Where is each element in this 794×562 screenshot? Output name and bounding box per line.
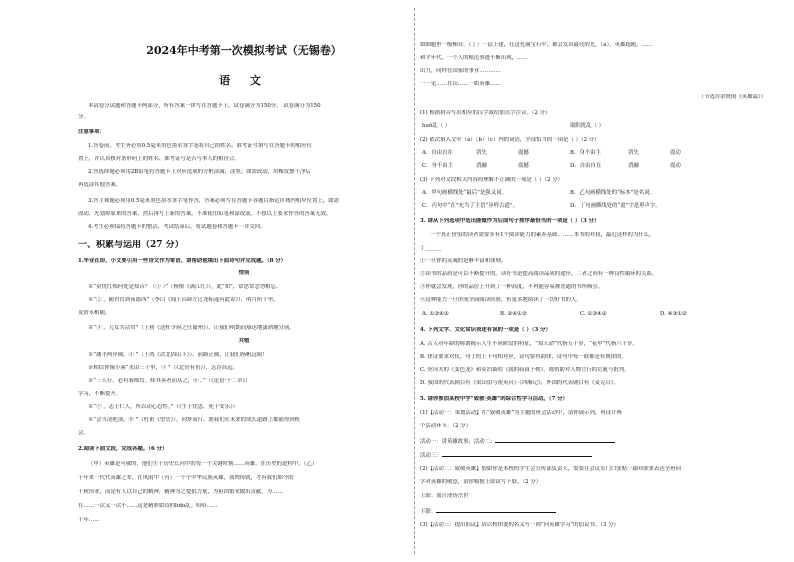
question-line: (3) 下列对文段相关内容的理解不正确的一项是（ ）（2 分） — [420, 177, 563, 183]
passage-line: 一个真正价值的读者需要多有1个阅读能力的素养基础，……本书的对我，最近这样的为什么， — [430, 232, 655, 238]
answer-cell: 取阳扰乱（ ） — [570, 123, 605, 129]
notice-line: 再选涂其他答案。 — [78, 182, 122, 188]
option: A．甲句画横线处“最后”是强又词。 — [422, 190, 507, 196]
question-line: 学习，不断提升。 — [78, 391, 122, 397]
option: A. 古人对年龄的称谓揭示人生不同阶段的特征，“知天命”代指五十岁，“花甲”代指六十岁。 — [420, 341, 638, 347]
left-column — [78, 0, 410, 562]
option: C. ①③④② — [580, 311, 607, 317]
answer-label: 活动三： — [420, 453, 442, 459]
question-title: 3. 请从下列选项中选出能做作为后面句子排序最恰当的一项是（ ）（3 分） — [420, 218, 600, 224]
passage-line: 千年来一代代英雄之辈，在风雨中（丙）一个个中华民族英雄，血肉铸就，才有我们如今的 — [78, 475, 294, 481]
passage-line: 和平年代，一个人的模范事迹不断出现，…… — [420, 55, 528, 61]
option-row — [420, 150, 766, 157]
option: 消失 — [628, 150, 639, 156]
question-line: (3)【活动三：提出倡议】请以校团委的名义写一则“向英雄学习”的倡议书。（3 分） — [420, 522, 619, 528]
subheading: 惜别 — [238, 270, 250, 276]
answer-label: 下联： — [420, 509, 437, 515]
answer-blank[interactable] — [495, 437, 615, 443]
question-line: (1)【活动一：策划活动】在“致敬英雄”为主题的班会活动中，请你展示列，再设计两 — [420, 410, 622, 416]
option: 消融 — [476, 163, 487, 169]
question-line: ※“莫忧红烛何处是知音？（① ）”（杨慎《满江红》），此“知”，常思常念勿相忘。 — [88, 284, 282, 290]
answer-blank[interactable] — [442, 451, 592, 457]
question-title: 5. 请你参加某校中学“致敬·英雄”的综合性学习活动。（7 分） — [420, 396, 568, 402]
option: 震撼 — [518, 150, 529, 156]
notice-title: 注意事项： — [78, 129, 105, 135]
option: D．自由自在 — [570, 163, 602, 169]
question-title: 4. 下列文学、文化常识表述有误的一项是（ ）（3 分） — [420, 327, 551, 333]
subject-title: 语 文 — [219, 74, 269, 87]
question-line: (1) 根据拼音写出相应的汉字或给加点字注音。（2 分） — [420, 110, 551, 116]
option: 震撼 — [518, 163, 529, 169]
option: A．自由自在 — [422, 150, 453, 156]
option: A. ①③④② — [422, 311, 449, 317]
option-row — [420, 203, 766, 210]
option: D. ④③①② — [660, 311, 687, 317]
question-line: ※“三人行，必有我师焉。择其善者而从之，⑥ 。”（《论语·十二章》） — [88, 378, 251, 384]
sentence-item: ④这种能力一旦形成全面阅读经验，但更多地阅读了一切好书的人。 — [420, 297, 582, 303]
passage-line: 一一见……在山……一如英雄…… — [420, 81, 501, 87]
sentence-item: ②读书的品质是可以不断提升的。读好书是提高阅读品质的途径，二者之间有一种良性循环的关系。 — [420, 271, 658, 277]
option: C. 契诃夫的《变色龙》和莫泊桑的《我的叔叔于勒》，都借助对人物言行的荒诞与批判。 — [420, 367, 630, 373]
notice-line: 1.答卷前，考生务必用0.5毫米黑色墨水签字笔将自己的姓名、准考证号填写在答题卡的相应位 — [88, 143, 312, 149]
notice-line: 改动，先划掉原来的答案，然后再写上新的答案。不准使用铅笔和涂改液。不按以上要求作答的答案无效。 — [78, 211, 332, 217]
intro-line: 本试卷分试题和答题卡两部分，所有答案一律写在答题卡上。试卷满分为150分。 试卷满分为150 — [88, 103, 321, 109]
option: B. 律诗要求对仗，句子的上下句相对应，诗句要有韵律，诗句中每一联都是有规律的。 — [420, 354, 627, 360]
passage-source: （节选自余秋雨《英雄篇》） — [698, 94, 766, 100]
notice-line: 3.答主观题必须用0.5毫米黑色墨水签字笔作答，答案必须写在答题卡各题目指定区域内相应位置上，如需 — [88, 198, 339, 204]
question-line: 友情永相随。 — [78, 310, 111, 316]
question-line: 会。 — [78, 430, 89, 436]
question-title: 2.阅读下面文段，完成各题。（6 分） — [78, 446, 168, 452]
question-line: ※“会当凌绝顶，⑧ ”（杜甫《望岳》），向梦而行，愿我们在未来的成长道路上都能得到机 — [88, 417, 301, 423]
option: D. 我国的代表剧目有《梁山伯与祝英台》《西厢记》，外国的代表剧目有《麦克白》。 — [420, 380, 619, 386]
question-title: 1.毕业在即，小文要引用一些诗文作为寄语。请帮助他填出下面诗句并完成题。（8 分） — [78, 258, 287, 264]
question-line: ※相信你像小溪“水由三千里，⑤ ”（《北冥有鱼》），志存高远。 — [88, 365, 239, 371]
question-line: 学对英雄的敬意，请你根据上联试写下联。（2 分） — [420, 479, 542, 485]
column-divider — [414, 8, 415, 554]
question-line: ※“潮平两岸阔，④ ”（王湾《次北固山下》），前路正阔，让我们扬帆远航！ — [88, 352, 268, 358]
answer-line — [420, 437, 766, 446]
option: 震动 — [670, 163, 681, 169]
passage-line: （甲）英雄是可敬的，他们生于历史长河中的每一个关键时刻……英雄，在历史的进程中，（乙） — [88, 461, 318, 467]
answer-row — [420, 123, 766, 130]
right-column — [420, 0, 766, 562]
option: B. ②④①③ — [500, 311, 527, 317]
intro-line: 分。 — [78, 114, 89, 120]
notice-line: 置上，并认真核对条形码上的姓名、准考证号是否与本人的相符合。 — [78, 156, 240, 162]
couplet-lower — [420, 507, 766, 516]
question-line: (2)【活动二：致敬英雄】假如你是本校的学生会宣传部负责人，需要在会议室门口张贴一副对联来表达全班同 — [420, 466, 681, 472]
option-row — [420, 311, 766, 318]
section-heading: 一、积累与运用（27 分） — [78, 240, 184, 250]
passage-line: 千年…… — [78, 517, 100, 523]
passage-line: 了______ — [420, 245, 442, 251]
couplet-upper: 上联：血汗浇铸岳世 — [420, 493, 469, 499]
question-line: ※“② ，随君直到夜郎西”（李白《闻王昌龄左迁龙标遥有此寄》），明月照千里， — [88, 297, 279, 303]
option: B．身不由主 — [570, 150, 601, 156]
notice-line: 4.考生必须保持答题卡的整洁，考试结束后，将试题卷和答题卡一并交回。 — [88, 224, 266, 230]
passage-line: 如细胞里一级梯台，（丁）一层上建，在这充满宝石中，都会发出最亮的光。（a），英雄跑跑，…… — [420, 42, 653, 48]
option: D．丁句画横线处的“更”字是形声字。 — [570, 203, 661, 209]
option: B．乙句画横线处的“标本”是名词。 — [570, 190, 655, 196]
sentence-item: ①一旦你的灵魂的是够丰富和深刻。 — [420, 258, 507, 264]
answer-blank[interactable] — [436, 507, 556, 513]
question-line: ※“⑦ ，志士仁人，所以动心忍性。”（《生于忧患，死于安乐》） — [88, 404, 239, 410]
passage-line: 在……一次又一次不……这是精彩如诗的lido乱。哈哈…… — [78, 503, 218, 509]
option-row — [420, 190, 766, 197]
notice-line: 2.答选择题必须用2B铅笔将答题卡上对应选项的方框涂满、涂黑；如需改动，用橡皮擦干净后 — [88, 169, 311, 175]
option: 消失 — [476, 150, 487, 156]
passage-line: 出力，同样在国家的事业………… — [420, 68, 501, 74]
answer-line — [420, 451, 766, 460]
option: 消融 — [628, 163, 639, 169]
sentence-item: ③你就会发现，你的品位上升到了一种高度，不再能容易被普通的书所吸引。 — [420, 284, 604, 290]
subheading: 共勉 — [238, 338, 250, 344]
option: 震动 — [670, 150, 681, 156]
exam-title: 2024年中考第一次模拟考试（无锡卷） — [146, 44, 342, 57]
answer-label: 活动一：讲英雄故事；活动二： — [420, 439, 496, 445]
answer-cell: huō乱（ ） — [422, 123, 451, 129]
question-line: (2) 依次填入文中（a）（b）（c）内的词语，全部恰当的一项是（ ）（2 分） — [420, 137, 600, 143]
question-line: ※“③ ，儿女共沾巾”（王勃《送杜少府之任蜀州》），让我们明朗而豁达地潇洒地分别。 — [88, 325, 295, 331]
option-row — [420, 163, 766, 170]
option: C．身不由主 — [422, 163, 454, 169]
passage-line: 千秋伟业，而是有人以自己的精神，精神为之提供力量，为祖国繁荣做出贡献，为…… — [78, 489, 283, 495]
question-line: 个活动环节。（2 分） — [420, 423, 471, 429]
option: C．丙句中“在”充当了主语“异样古道”。 — [422, 203, 519, 209]
